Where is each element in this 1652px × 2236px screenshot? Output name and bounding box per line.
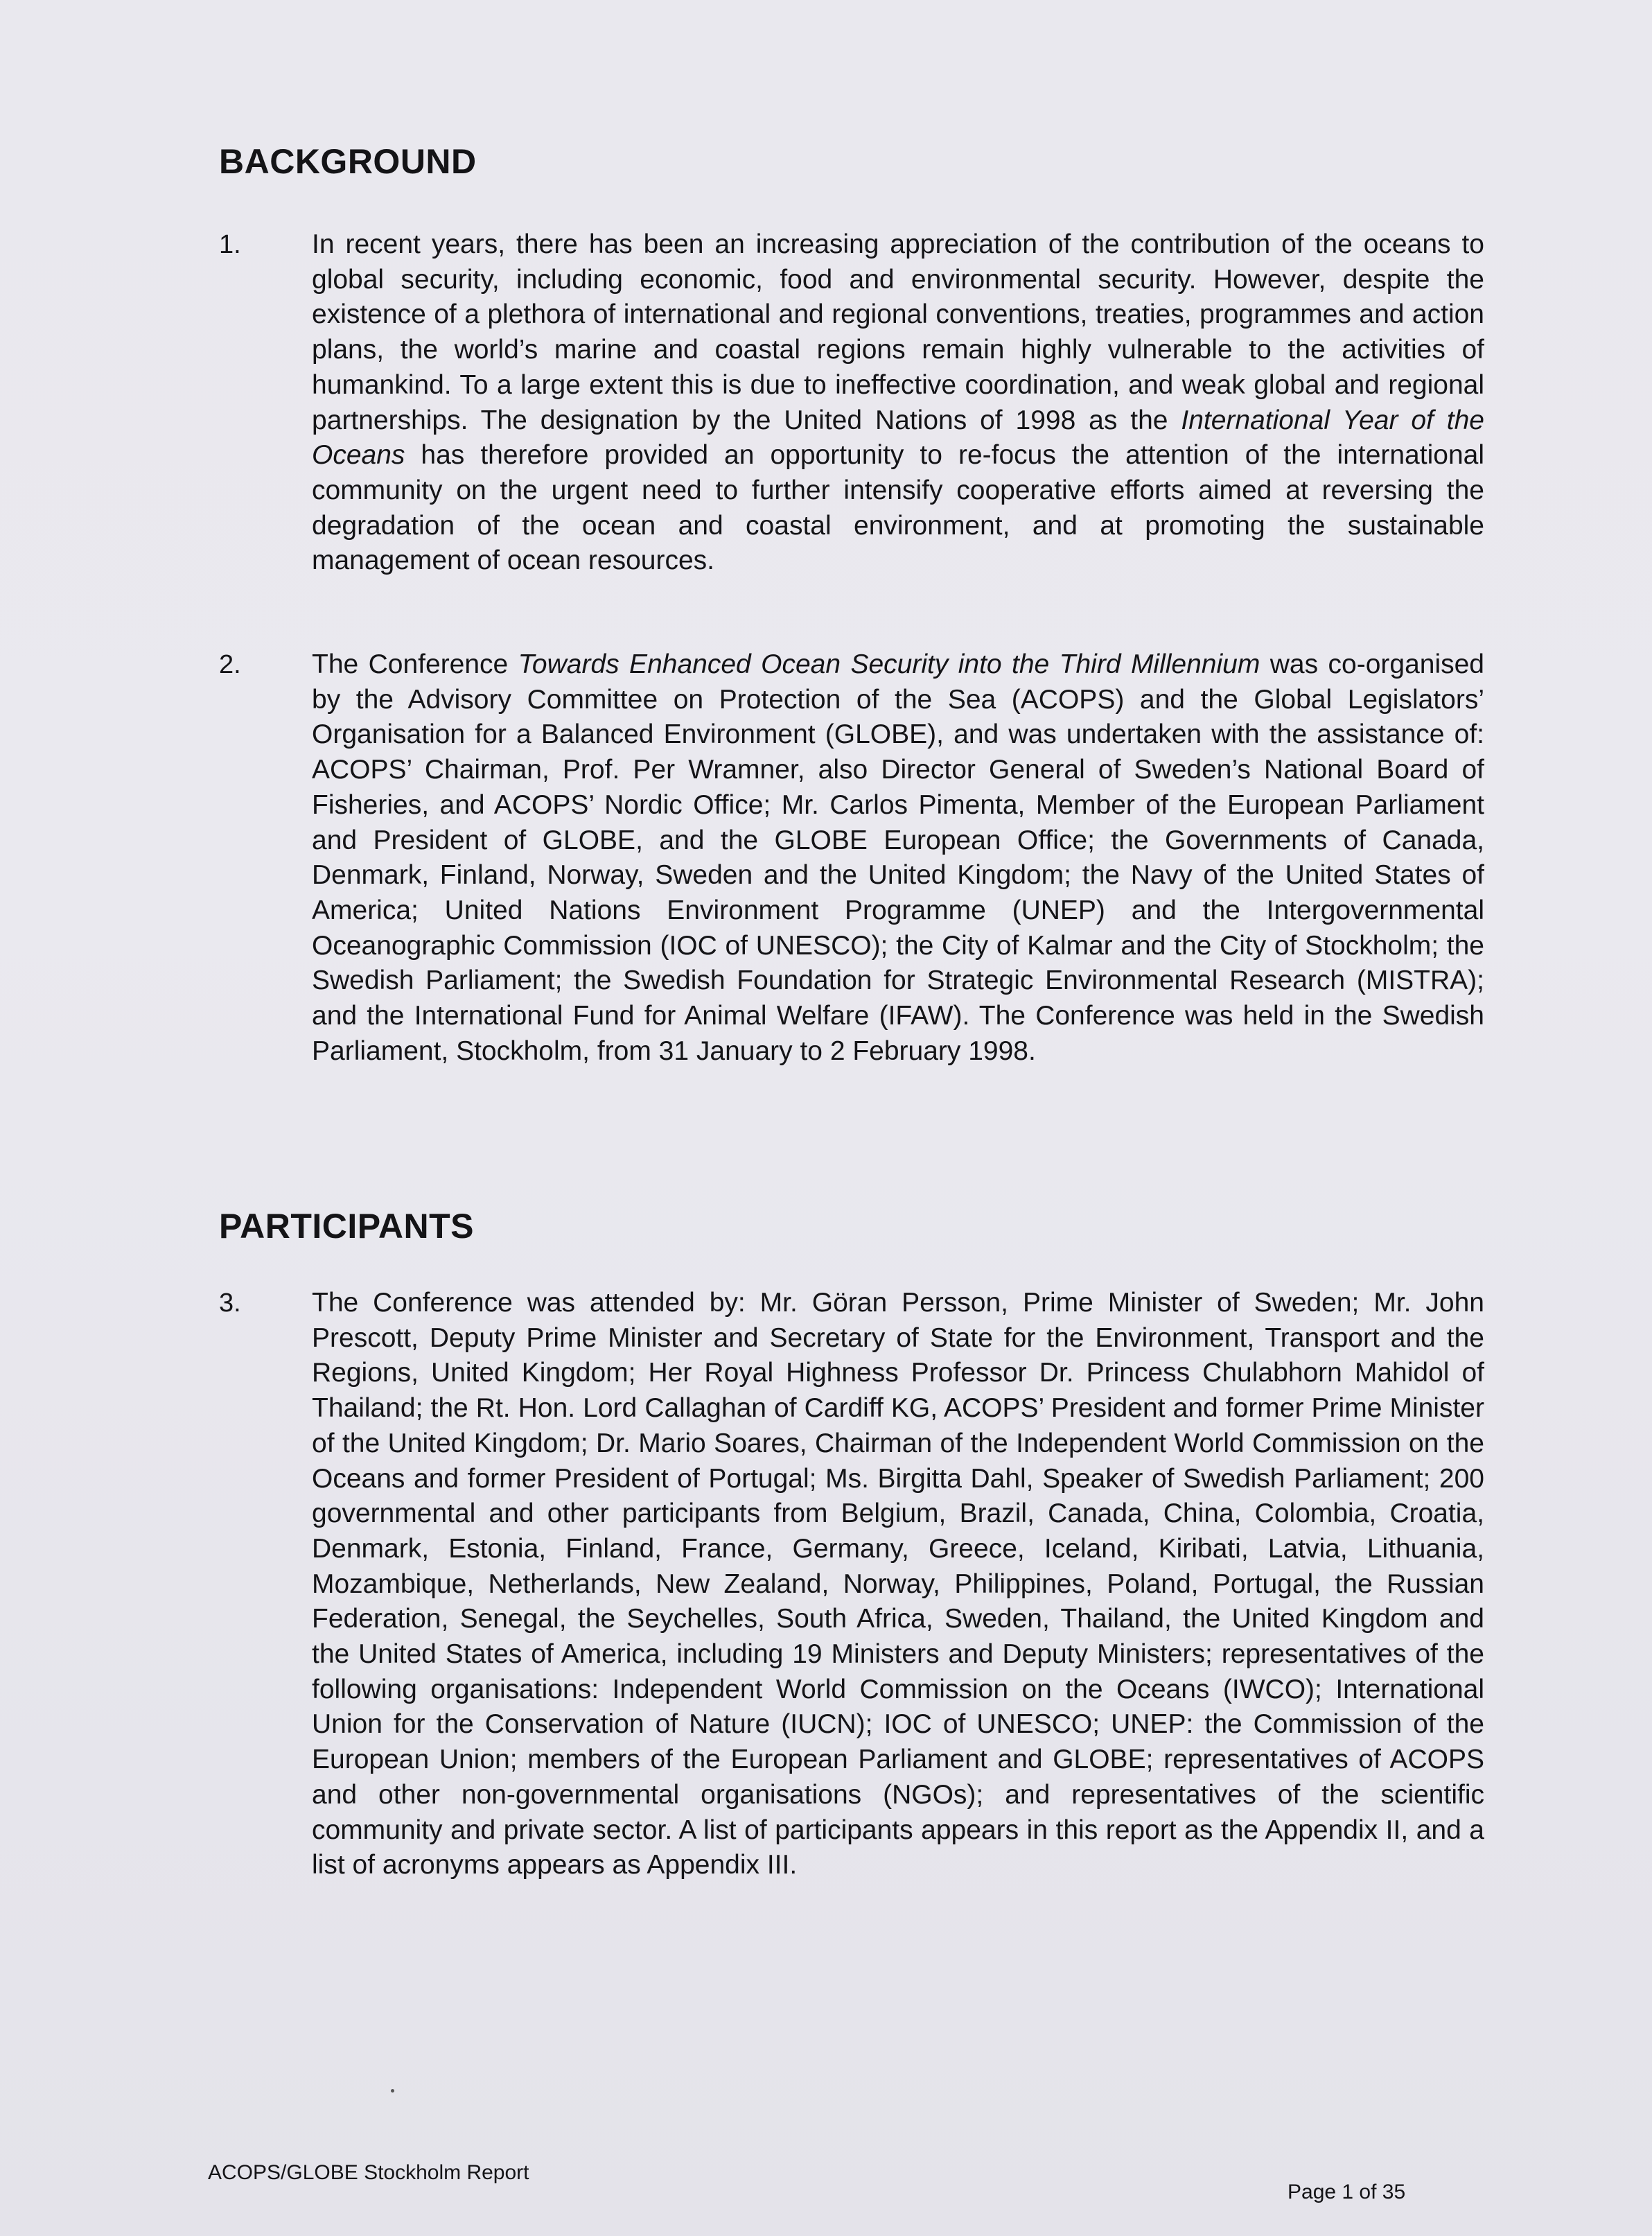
paragraph-number: 3. xyxy=(219,1289,241,1318)
paragraph-text xyxy=(312,647,1484,1069)
paragraph-text-part: was co-organised by the Advisory Committee on Protection of the Sea (ACOPS) and the Global Legislators’ Organisation for a Balanced Environment (GLOBE), and was undertaken with the assistance of: ACOPS’ Chairman, Prof. Per Wramner, also Director General of Sweden’s National Board of Fisheries, and ACOPS’ Nordic Office; Mr. Carlos Pimenta, Member of the European Parliament and President of GLOBE, and the GLOBE European Office; the Governments of Canada, Denmark, Finland, Norway, Sweden and the United Kingdom; the Navy of the United States of America; United Nations Environment Programme (UNEP) and the Intergovernmental Oceanographic Commission (IOC of UNESCO); the City of Kalmar and the City of Stockholm; the Swedish Parliament; the Swedish Foundation for Strategic Environmental Research (MISTRA); and the International Fund for Animal Welfare (IFAW). The Conference was held in the Swedish Parliament, Stockholm, from 31 January to 2 February 1998. xyxy=(312,649,1484,1066)
scan-speck xyxy=(391,2089,394,2093)
paragraph-text: The Conference was attended by: Mr. Göran Persson, Prime Minister of Sweden; Mr. John Prescott, Deputy Prime Minister and Secretary of State for the Environment, Transport and the Regions, United Kingdom; Her Royal Highness Professor Dr. Princess Chulabhorn Mahidol of Thailand; the Rt. Hon. Lord Callaghan of Cardiff KG, ACOPS’ President and former Prime Minister of the United Kingdom; Dr. Mario Soares, Chairman of the Independent World Commission on the Oceans and former President of Portugal; Ms. Birgitta Dahl, Speaker of Swedish Parliament; 200 governmental and other participants from Belgium, Brazil, Canada, China, Colombia, Croatia, Denmark, Estonia, Finland, France, Germany, Greece, Iceland, Kiribati, Latvia, Lithuania, Mozambique, Netherlands, New Zealand, Norway, Philippines, Poland, Portugal, the Russian Federation, Senegal, the Seychelles, South Africa, Sweden, Thailand, the United Kingdom and the United States of America, including 19 Ministers and Deputy Ministers; representatives of the following organisations: Independent World Commission on the Oceans (IWCO); International Union for the Conservation of Nature (IUCN); IOC of UNESCO; UNEP: the Commission of the European Union; members of the European Parliament and GLOBE; representatives of ACOPS and other non-governmental organisations (NGOs); and representatives of the scientific community and private sector. A list of participants appears in this report as the Appendix II, and a list of acronyms appears as Appendix III. xyxy=(312,1288,1484,1880)
section-heading-background: BACKGROUND xyxy=(219,142,477,181)
paragraph-text-part: The Conference xyxy=(312,649,518,679)
footer-page-number: Page 1 of 35 xyxy=(1288,2181,1406,2203)
paragraph-text-part: In recent years, there has been an increasing appreciation of the contribution of the oceans to global security, including economic, food and environmental security. However, despite the existence of a plethora of international and regional conventions, treaties, programmes and action plans, the world’s marine and coastal regions remain highly vulnerable to the activities of humankind. To a large extent this is due to ineffective coordination, and weak global and regional partnerships. The designation by the United Nations of 1998 as the xyxy=(312,229,1484,435)
italic-title: International Year of the Oceans xyxy=(312,405,1484,471)
paragraph-number: 2. xyxy=(219,650,241,679)
footer-report-title: ACOPS/GLOBE Stockholm Report xyxy=(208,2161,529,2184)
paragraph-number: 1. xyxy=(219,230,241,259)
italic-title: Towards Enhanced Ocean Security into the Third Millennium xyxy=(518,649,1260,679)
paragraph-text xyxy=(312,227,1484,579)
paragraph-text-part: has therefore provided an opportunity to re-focus the attention of the international community on the urgent need to further intensify cooperative efforts aimed at reversing the degradation of the ocean and coastal environment, and at promoting the sustainable management of ocean resources. xyxy=(312,440,1484,576)
section-heading-participants: PARTICIPANTS xyxy=(219,1207,475,1246)
